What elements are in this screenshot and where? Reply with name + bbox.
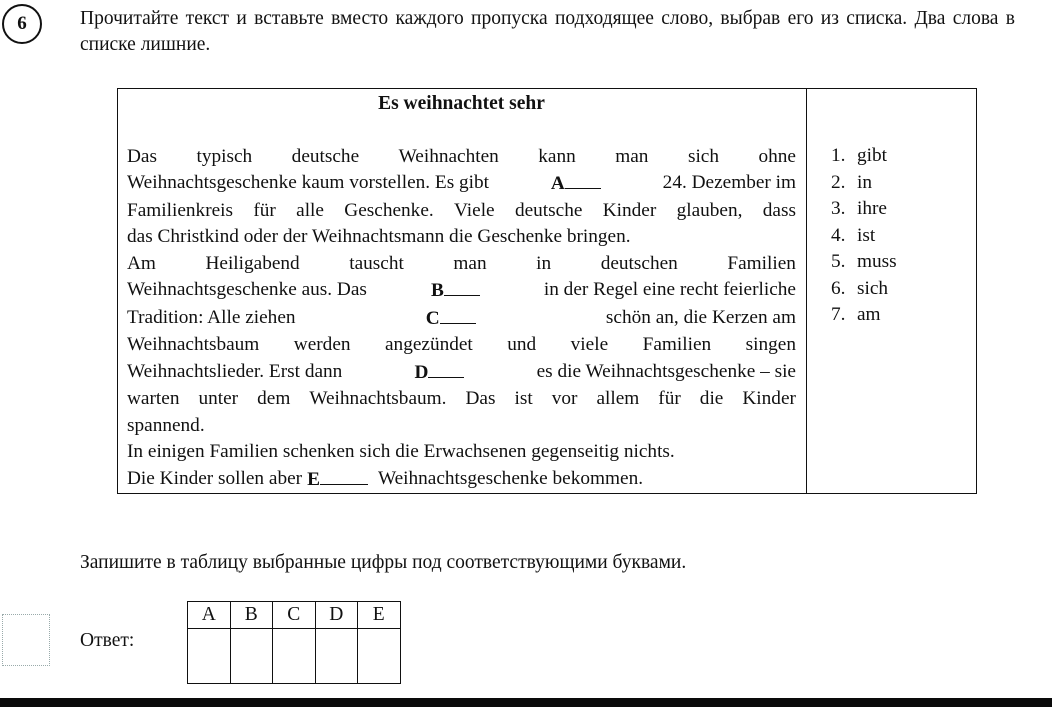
word: tauscht <box>349 252 404 274</box>
word: glauben, <box>676 199 743 221</box>
word: für <box>658 388 681 409</box>
answer-header: E <box>358 602 401 629</box>
text-line <box>127 144 796 171</box>
word: deutschen <box>600 252 678 274</box>
text-line: spannend. <box>127 414 205 436</box>
option-item: 4. ist <box>831 224 876 246</box>
word: angezündet <box>385 334 473 355</box>
answer-cell-a[interactable] <box>188 629 231 684</box>
text-segment: Tradition: Alle ziehen <box>127 306 296 328</box>
text-segment: Weihnachtsgeschenke kaum vorstellen. Es gibt <box>127 172 490 193</box>
answer-header: A <box>188 602 231 629</box>
word: Kinder <box>602 199 657 221</box>
answer-cell-b[interactable] <box>230 629 273 684</box>
word: in <box>536 252 552 274</box>
word: für <box>253 199 276 221</box>
text-line: In einigen Familien schenken sich die Erwachsenen gegenseitig nichts. <box>127 441 675 462</box>
text-segment: in der Regel eine recht feierliche <box>543 279 796 300</box>
word: vor <box>551 388 578 409</box>
word: viele <box>570 334 609 355</box>
gap-e: E <box>307 466 373 494</box>
passage-title: Es weihnachtet sehr <box>378 93 545 114</box>
gap-a: A <box>551 170 601 198</box>
word: Weihnachten <box>398 145 499 167</box>
option-item: 5. muss <box>831 251 897 272</box>
text-segment: Weihnachtsgeschenke bekommen. <box>377 467 644 489</box>
text-table <box>117 88 977 494</box>
answer-table <box>187 601 401 684</box>
word: alle <box>296 199 324 221</box>
gap-d: D <box>414 359 464 387</box>
text-line <box>127 277 796 305</box>
word: Weihnachtsbaum. <box>309 388 447 409</box>
word: dem <box>257 388 291 409</box>
word: die <box>699 388 724 409</box>
option-item: 2. in <box>831 171 872 193</box>
bottom-bar <box>0 698 1052 707</box>
text-segment: schön an, die Kerzen am <box>605 306 796 328</box>
text-segment: es die Weihnachtsgeschenke – sie <box>536 360 796 382</box>
text-line <box>127 386 796 413</box>
gap-b: B <box>431 277 480 305</box>
write-instruction: Запишите в таблицу выбранные цифры под соответствующими буквами. <box>80 552 687 573</box>
word: Heiligabend <box>205 252 300 274</box>
text-segment: Die Kinder sollen aber <box>127 467 303 489</box>
passage-cell <box>118 89 807 494</box>
word: Das <box>465 388 496 409</box>
word: sich <box>687 145 719 167</box>
word: Familien <box>727 252 796 274</box>
word: typisch <box>196 145 253 167</box>
text-line <box>127 466 796 494</box>
word: man <box>615 145 649 167</box>
word: Kinder <box>742 388 796 409</box>
text-line <box>127 332 796 359</box>
word: singen <box>745 334 796 355</box>
word: Familienkreis <box>127 199 234 221</box>
text-segment: Weihnachtsgeschenke aus. Das <box>127 279 367 300</box>
word: dass <box>762 199 796 221</box>
word: warten <box>127 388 180 409</box>
word: und <box>507 334 537 355</box>
gap-c: C <box>426 305 476 333</box>
word: allem <box>596 388 640 409</box>
word: deutsche <box>514 199 583 221</box>
word: ist <box>514 388 533 409</box>
options-cell <box>807 89 977 494</box>
task-instruction: Прочитайте текст и вставьте вместо каждого пропуска подходящее слово, выбрав его из списка. Два слова в списке лишние. <box>80 8 1015 55</box>
word: unter <box>198 388 239 409</box>
word: Geschenke. <box>344 199 434 221</box>
word: Am <box>127 252 156 274</box>
word: Weihnachtsbaum <box>127 334 260 355</box>
option-item: 6. sich <box>831 277 889 299</box>
options-list <box>807 89 976 329</box>
answer-label: Ответ: <box>80 630 135 651</box>
option-item: 3. ihre <box>831 198 887 219</box>
text-line <box>127 251 796 278</box>
answer-header: D <box>315 602 358 629</box>
passage <box>118 89 806 493</box>
text-segment: Weihnachtslieder. Erst dann <box>127 360 343 382</box>
option-item: 7. am <box>831 304 881 325</box>
word: werden <box>293 334 351 355</box>
word: ohne <box>758 145 796 167</box>
text-line <box>127 305 796 333</box>
text-line: das Christkind oder der Weihnachtsmann die Geschenke bringen. <box>127 226 631 247</box>
task-number: 6 <box>2 4 42 44</box>
text-line <box>127 359 796 387</box>
word: Viele <box>454 199 495 221</box>
word: man <box>453 252 487 274</box>
option-item: 1. gibt <box>831 145 887 166</box>
answer-cell-d[interactable] <box>315 629 358 684</box>
text-line <box>127 170 796 198</box>
word: deutsche <box>291 145 360 167</box>
answer-box[interactable] <box>2 614 50 666</box>
word: kann <box>538 145 576 167</box>
answer-cell-e[interactable] <box>358 629 401 684</box>
answer-cell-c[interactable] <box>273 629 316 684</box>
answer-header: C <box>273 602 316 629</box>
text-segment: 24. Dezember im <box>662 172 796 193</box>
word: Das <box>127 145 157 167</box>
word: Familien <box>642 334 712 355</box>
text-line <box>127 198 796 225</box>
answer-header: B <box>230 602 273 629</box>
